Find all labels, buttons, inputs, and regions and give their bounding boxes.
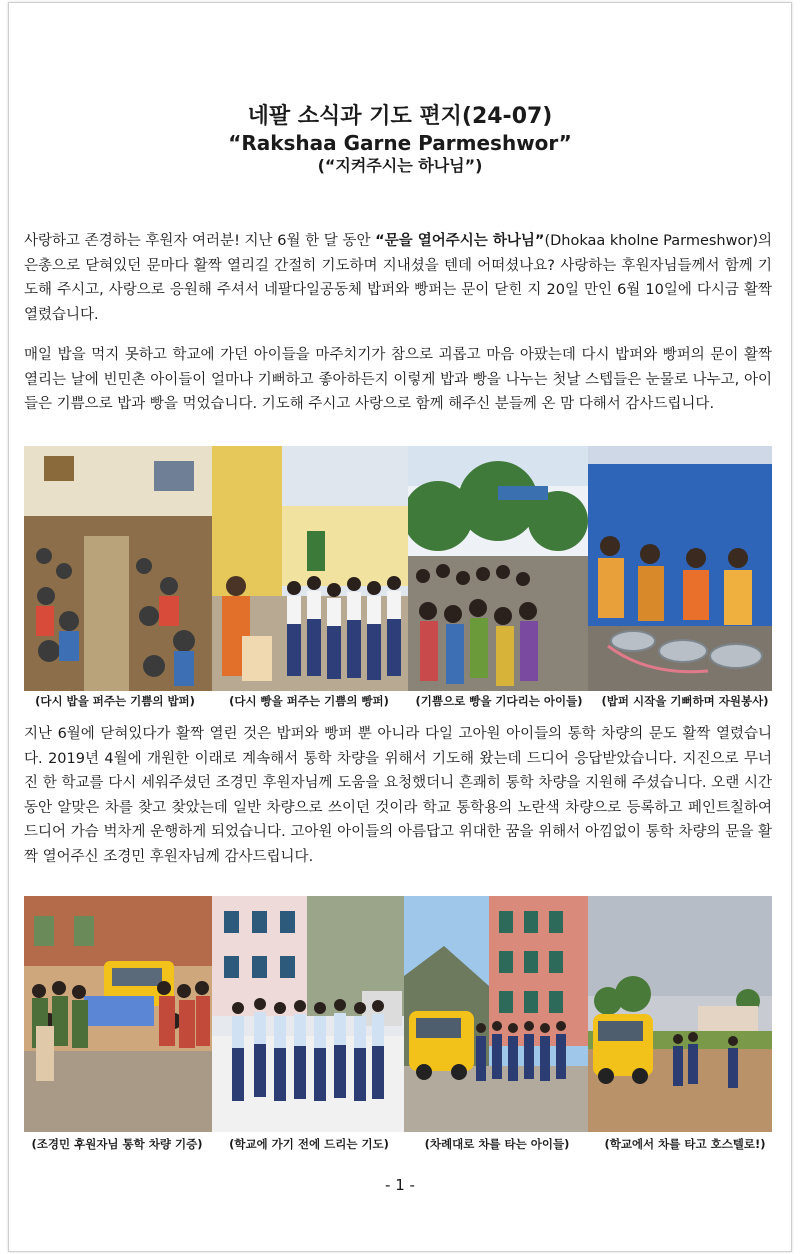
caption-meal-hall: (다시 밥을 퍼주는 기쁨의 밥퍼) xyxy=(35,694,195,708)
paragraph-1 xyxy=(24,229,772,327)
paragraph-2: 매일 밥을 먹지 못하고 학교에 가던 아이들을 마주치기가 참으로 괴롭고 마음 아팠는데 다시 밥퍼와 빵퍼의 문이 활짝 열리는 날에 빈민촌 아이들이 얼마나 기뻐하고 좋아하든지 이렇게 밥과 빵을 나누는 첫날 스텝들은 눈물로 나누고, 아이들은 기쁨으로 밥과 빵을 먹었습니다. 기도해 주시고 사랑으로 함께 해주신 분들께 온 맘 다해서 감사드립니다. xyxy=(24,347,772,412)
photo-children-boarding-icon xyxy=(404,896,588,1132)
photo-row-1 xyxy=(24,446,772,691)
photo-meal-hall-icon xyxy=(24,446,212,691)
caption-prayer-before-school: (학교에 가기 전에 드리는 기도) xyxy=(229,1137,389,1151)
photo-bread-distribution-icon xyxy=(212,446,408,691)
caption-row-1 xyxy=(20,693,780,709)
photo-volunteers-washing-icon xyxy=(588,446,772,691)
photo-vehicle-donation-icon xyxy=(24,896,212,1132)
photo-van-to-hostel-icon xyxy=(588,896,772,1132)
page-subtitle: “Rakshaa Garne Parmeshwor” xyxy=(228,131,572,155)
caption-bread-distribution: (다시 빵을 퍼주는 기쁨의 빵퍼) xyxy=(229,694,389,708)
paragraph-1-before: 사랑하고 존경하는 후원자 여러분! 지난 6월 한 달 동안 xyxy=(24,233,376,249)
paragraph-1-emphasis: “문을 열어주시는 하나님” xyxy=(375,233,545,249)
paragraph-1-after: (Dhokaa kholne Parmeshwor)의 은총으로 닫혀있던 문마다 활짝 열리길 간절히 기도하며 지내셨을 텐데 어떠셨나요? 사랑하는 후원자님들께서 함께 기도해 주시고, 사랑으로 응원해 주셔서 네팔다일공동체 밥퍼와 빵퍼는 문이 닫힌 지 20일 만인 6월 10일에 다시금 활짝 열렸습니다. xyxy=(24,233,772,323)
title-block xyxy=(0,104,800,177)
photo-row-2 xyxy=(24,896,772,1132)
caption-volunteers: (밥퍼 시작을 기뻐하며 자원봉사) xyxy=(601,694,769,708)
page-subtitle-korean: (“지켜주시는 하나님”) xyxy=(317,156,483,175)
page-number: - 1 - xyxy=(385,1176,415,1194)
paragraph-3: 지난 6월에 닫혀있다가 활짝 열린 것은 밥퍼와 빵퍼 뿐 아니라 다일 고아원 아이들의 통학 차량의 문도 활짝 열렸습니다. 2019년 4월에 개원한 이래로 계속해서 통학 차량을 위해서 기도해 왔는데 드디어 응답받았습니다. 지진으로 무너진 한 학교를 다시 세워주셨던 조경민 후원자님께 도움을 요청했더니 흔쾌히 통학 차량을 지원해 주셨습니다. 오랜 시간 동안 알맞은 차를 찾고 찾았는데 일반 차량으로 쓰이던 것이라 학교 통학용의 노란색 차량으로 등록하고 페인트칠하여 드디어 가슴 벅차게 운행하게 되었습니다. 고아원 아이들의 아름답고 위대한 꿈을 위해서 아낌없이 통학 차량의 문을 활짝 열어주신 조경민 후원자님께 감사드립니다. xyxy=(24,726,772,865)
page-title: 네팔 소식과 기도 편지(24-07) xyxy=(247,104,553,129)
caption-children-boarding: (차례대로 차를 타는 아이들) xyxy=(424,1137,570,1151)
photo-prayer-before-school-icon xyxy=(212,896,404,1132)
photo-children-waiting-icon xyxy=(408,446,588,691)
caption-vehicle-donation: (조경민 후원자님 통학 차량 기증) xyxy=(31,1137,203,1151)
caption-row-2 xyxy=(20,1136,780,1152)
caption-children-waiting: (기쁨으로 빵을 기다리는 아이들) xyxy=(415,694,583,708)
caption-van-to-hostel: (학교에서 차를 타고 호스텔로!) xyxy=(604,1137,766,1151)
